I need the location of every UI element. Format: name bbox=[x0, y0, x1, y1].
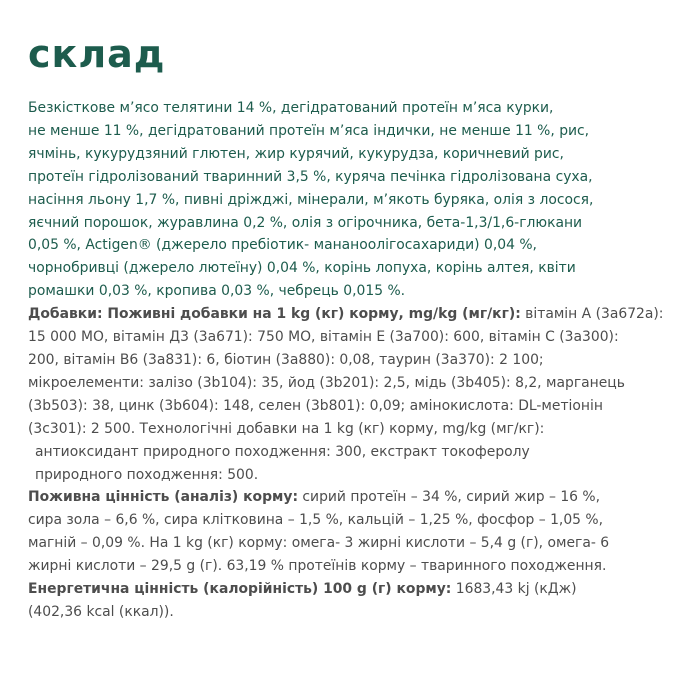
nutrition-first-line bbox=[28, 486, 678, 509]
ingredients-line: насіння льону 1,7 %, пивні дріжджі, мінерали, м’якоть буряка, олія з лосося, bbox=[28, 191, 594, 208]
additives-label: Добавки: Поживні добавки на 1 kg (кг) корму, mg/kg (мг/кг): bbox=[28, 306, 521, 323]
nutrition-line: сира зола – 6,6 %, сира клітковина – 1,5 %, кальцій – 1,25 %, фосфор – 1,05 %, bbox=[28, 512, 604, 529]
additives-paragraph bbox=[28, 303, 678, 486]
energy-first-line bbox=[28, 578, 678, 601]
ingredients-line: ячмінь, кукурудзяний глютен, жир курячий, кукурудза, коричневий рис, bbox=[28, 145, 564, 162]
ingredients-line: яєчний порошок, журавлина 0,2 %, олія з огірочника, бета-1,3/1,6-глюкани bbox=[28, 214, 583, 231]
additives-first-line bbox=[28, 303, 678, 326]
nutrition-paragraph bbox=[28, 486, 678, 578]
ingredients-paragraph bbox=[28, 97, 678, 303]
nutrition-label: Поживна цінність (аналіз) корму: bbox=[28, 489, 298, 506]
ingredients-line: протеїн гідролізований тваринний 3,5 %, куряча печінка гідролізована суха, bbox=[28, 168, 593, 185]
additives-line: 15 000 МО, вітамін Д3 (3а671): 750 МО, вітамін Е (3а700): 600, вітамін С (3а300): bbox=[28, 329, 619, 346]
energy-first-line-text: 1683,43 kj (кДж) bbox=[451, 581, 577, 598]
energy-line: (402,36 kcal (ккал)). bbox=[28, 603, 174, 620]
nutrition-line: магній – 0,09 %. На 1 kg (кг) корму: омега- 3 жирні кислоти – 5,4 g (г), омега- 6 bbox=[28, 535, 610, 552]
additives-line: (3b503): 38, цинк (3b604): 148, селен (3b801): 0,09; амінокислота: DL-метіонін bbox=[28, 397, 603, 414]
ingredients-line: чорнобривці (джерело лютеїну) 0,04 %, корінь лопуха, корінь алтея, квіти bbox=[28, 260, 576, 277]
energy-label: Енергетична цінність (калорійність) 100 g (г) корму: bbox=[28, 581, 452, 598]
composition-content bbox=[28, 97, 678, 624]
additives-line: (3с301): 2 500. Технологічні добавки на 1 kg (кг) корму, mg/kg (мг/кг): bbox=[28, 420, 545, 437]
ingredients-line: 0,05 %, Actigen® (джерело пребіотик- мананоолігосахариди) 0,04 %, bbox=[28, 237, 537, 254]
page-title: склад bbox=[28, 32, 166, 76]
ingredients-line: Безкісткове м’ясо телятини 14 %, дегідратований протеїн м’яса курки, bbox=[28, 100, 554, 116]
ingredients-line: ромашки 0,03 %, кропива 0,03 %, чебрець 0,015 %. bbox=[28, 283, 406, 300]
additives-line: 200, вітамін В6 (3а831): 6, біотин (3а880): 0,08, таурин (3а370): 2 100; bbox=[28, 351, 544, 368]
nutrition-first-line-text: сирий протеїн – 34 %, сирий жир – 16 %, bbox=[298, 489, 601, 506]
additives-first-line-text: вітамін А (3а672а): bbox=[520, 306, 664, 323]
additives-line: антиоксидант природного походження: 300, екстракт токоферолу bbox=[35, 443, 530, 460]
ingredients-line: не менше 11 %, дегідратований протеїн м’яса індички, не менше 11 %, рис, bbox=[28, 122, 590, 139]
nutrition-line: жирні кислоти – 29,5 g (г). 63,19 % протеїнів корму – тваринного походження. bbox=[28, 558, 607, 575]
additives-line: природного походження: 500. bbox=[35, 466, 259, 483]
energy-paragraph bbox=[28, 578, 678, 624]
additives-line: мікроелементи: залізо (3b104): 35, йод (3b201): 2,5, мідь (3b405): 8,2, марганець bbox=[28, 374, 625, 391]
